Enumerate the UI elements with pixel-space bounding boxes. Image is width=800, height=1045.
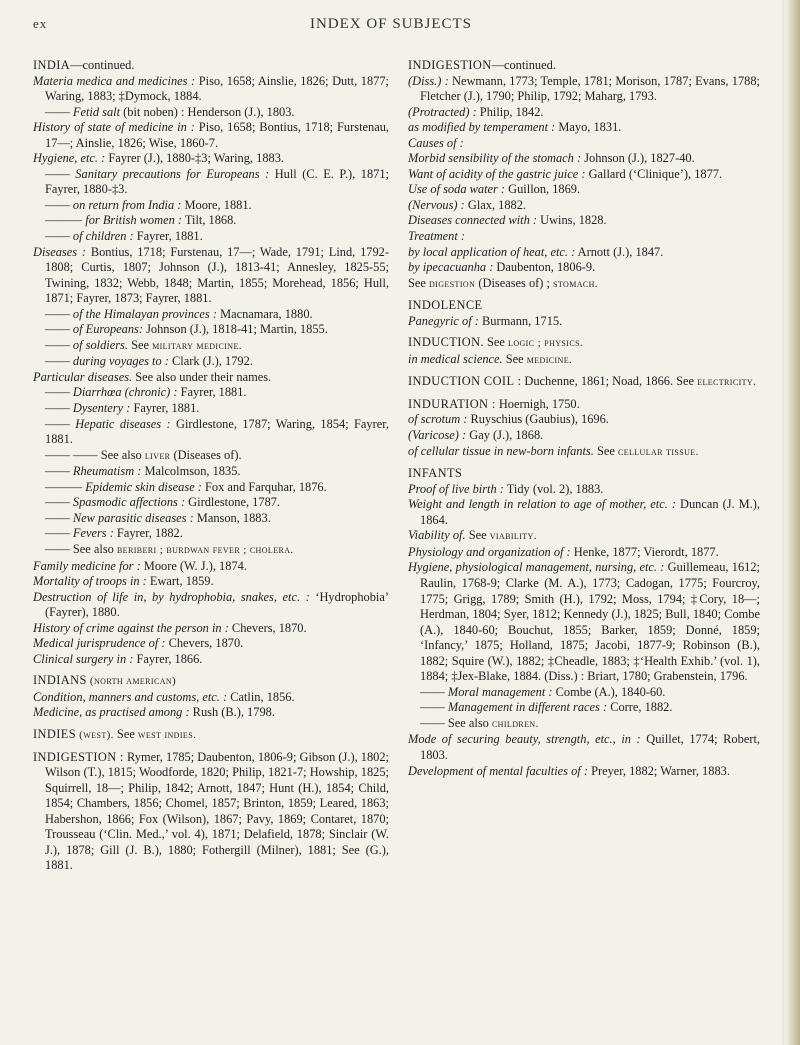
entry-topic: (Diss.) : bbox=[408, 73, 449, 88]
entry-topic: Use of soda water : bbox=[408, 182, 506, 197]
entry-references: Girdlestone, 1787; Waring, 1854; Fayrer, 1881. bbox=[45, 416, 389, 447]
index-entry bbox=[408, 412, 760, 428]
entry-topic: (Protracted) : bbox=[408, 104, 477, 119]
entry-references: Bontius, 1718; Furstenau, 17—; Wade, 1791; Lind, 1792-1808; Curtis, 1807; Johnson (J.), 1813-41; Annesley, 1825-55; Twining, 1832; Webb, 1848; Martin, 1855; Morehead, 1856; Hull, 1871; Fayrer, 1873; Fayrer, 1881. bbox=[45, 244, 389, 306]
index-entry bbox=[33, 245, 389, 307]
entry-references: Burmann, 1715. bbox=[478, 313, 563, 328]
entry-references: Duncan (J. M.), 1864. bbox=[420, 497, 760, 527]
entry-topic: in medical science. bbox=[408, 351, 503, 366]
index-subentry bbox=[45, 105, 389, 121]
entry-topic: Moral management : bbox=[447, 684, 553, 699]
entry-references: See bbox=[593, 443, 618, 458]
entry-references: See also bbox=[72, 541, 117, 556]
entry-references: See bbox=[127, 337, 153, 352]
entry-references: See also bbox=[100, 447, 145, 462]
entry-topic: History of crime against the person in : bbox=[33, 620, 229, 635]
headword: INDURATION : bbox=[408, 396, 496, 411]
page-header bbox=[0, 16, 782, 36]
index-heading-entry bbox=[33, 727, 389, 744]
entry-dash: —— bbox=[45, 541, 73, 556]
cross-reference: children. bbox=[491, 717, 539, 730]
index-heading-entry bbox=[408, 397, 760, 413]
cross-reference: medicine. bbox=[526, 353, 573, 366]
entry-topic: of soldiers. bbox=[72, 337, 128, 352]
entry-references: See bbox=[483, 335, 509, 350]
index-entry bbox=[408, 560, 760, 684]
cross-reference: cellular tissue. bbox=[617, 445, 699, 458]
entry-references: Guillon, 1869. bbox=[505, 182, 581, 197]
entry-references: Piso, 1658; Bontius, 1718; Furstenau, 17—; Ainslie, 1826; Wise, 1860-7. bbox=[45, 120, 389, 150]
entry-references: Daubenton, 1806-9. bbox=[493, 260, 596, 275]
entry-references: See bbox=[502, 351, 527, 366]
entry-topic: by local application of heat, etc. : bbox=[408, 244, 576, 259]
index-entry bbox=[408, 182, 760, 198]
entry-references: Guillemeau, 1612; Raulin, 1768-9; Clarke (M. A.), 1773; Cadogan, 1775; Fourcroy, 1775; Grigg, 1789; Smith (H.), 1792; Moss, 1794; ‡Cory, 18—; Herdman, 1804; Syer, 1812; Kennedy (J.), 1825; Bull, 1840; Combe (A.), 1840-60; Bouchut, 1855; Barker, 1859; Donné, 1859; ‘Infancy,’ 1875; Holland, 1875; Jacobi, 1877-9; Robinson (B.), 1882; Squire (W.), 1882; ‡Cheadle, 1883; ‡‘Health Exhib.’ (vol. 1), 1884; ‡Jex-Blake, 1884. (Diss.) : Briart, 1780; Grabenstein, 1796. bbox=[420, 560, 760, 684]
entry-topic: History of state of medicine in : bbox=[33, 120, 195, 135]
entry-topic: Want of acidity of the gastric juice : bbox=[408, 166, 586, 181]
entry-topic: Morbid sensibility of the stomach : bbox=[408, 151, 582, 166]
index-entry bbox=[33, 120, 389, 151]
entry-references: Henke, 1877; Vierordt, 1877. bbox=[570, 544, 719, 559]
index-entry bbox=[408, 136, 760, 152]
entry-references: (Diseases of) ; bbox=[475, 275, 554, 290]
entry-dash: —— bbox=[45, 526, 73, 541]
entry-references: Fayrer, 1881. bbox=[177, 385, 247, 400]
entry-topic: Hygiene, physiological management, nursing, etc. : bbox=[408, 560, 665, 575]
entry-topic: of children : bbox=[72, 229, 134, 244]
index-subentry bbox=[45, 385, 389, 401]
entry-references: Gay (J.), 1868. bbox=[466, 428, 544, 443]
entry-topic: Panegyric of : bbox=[408, 313, 479, 328]
entry-references: Moore (W. J.), 1874. bbox=[140, 558, 247, 573]
entry-topic: of cellular tissue in new-born infants. bbox=[408, 443, 594, 458]
headword: INDUCTION COIL : bbox=[408, 374, 522, 389]
cross-reference: stomach. bbox=[553, 277, 598, 290]
entry-topic: Medical jurisprudence of : bbox=[33, 636, 166, 651]
entry-references: —continued. bbox=[491, 58, 556, 72]
entry-topic: Fevers : bbox=[72, 526, 114, 541]
entry-topic: Clinical surgery in : bbox=[33, 651, 134, 666]
entry-references: Rush (B.), 1798. bbox=[189, 705, 275, 720]
entry-dash: —— bbox=[45, 416, 76, 431]
entry-references: Girdlestone, 1787. bbox=[185, 495, 281, 510]
headword: INFANTS bbox=[408, 466, 463, 481]
entry-references: Newmann, 1773; Temple, 1781; Morison, 1787; Evans, 1788; Fletcher (J.), 1790; Philip, 1792; Maharg, 1793. bbox=[420, 73, 760, 104]
headword-qualifier: (west). bbox=[76, 728, 114, 741]
entry-references: Manson, 1883. bbox=[193, 510, 271, 525]
index-entry bbox=[33, 574, 389, 590]
entry-references: Johnson (J.), 1827-40. bbox=[581, 151, 695, 166]
entry-references: Fayrer, 1866. bbox=[133, 651, 203, 666]
entry-references: Ruyschius (Gaubius), 1696. bbox=[467, 412, 609, 427]
entry-topic: Management in different races : bbox=[447, 700, 608, 715]
entry-topic: Condition, manners and customs, etc. : bbox=[33, 689, 228, 704]
entry-topic: on return from India : bbox=[72, 197, 182, 212]
index-subentry bbox=[45, 495, 389, 511]
entry-dash: —— bbox=[45, 510, 73, 525]
entry-topic: Causes of : bbox=[408, 135, 464, 150]
index-subentry bbox=[45, 229, 389, 245]
entry-topic: (Nervous) : bbox=[408, 197, 465, 212]
index-subentry bbox=[45, 511, 389, 527]
headword: INDIGESTION bbox=[408, 58, 492, 72]
entry-topic: by ipecacuanha : bbox=[408, 260, 494, 275]
headword: INDIES bbox=[33, 726, 77, 741]
entry-topic: Materia medica and medicines : bbox=[33, 73, 196, 88]
index-entry bbox=[408, 151, 760, 167]
index-entry bbox=[408, 314, 760, 330]
entry-references: Macnamara, 1880. bbox=[216, 306, 313, 321]
index-entry bbox=[408, 764, 760, 780]
index-heading-entry bbox=[33, 750, 389, 874]
entry-topic: Diarrhœa (chronic) : bbox=[72, 385, 178, 400]
entry-references: Chevers, 1870. bbox=[165, 636, 244, 651]
entry-topic: Family medicine for : bbox=[33, 558, 141, 573]
headword: INDOLENCE bbox=[408, 298, 483, 313]
index-subentry bbox=[45, 322, 389, 338]
entry-references: See bbox=[113, 726, 138, 741]
index-subentry bbox=[45, 401, 389, 417]
entry-references: Combe (A.), 1840-60. bbox=[552, 684, 666, 699]
headword: INDIANS bbox=[33, 673, 87, 688]
index-heading-entry bbox=[33, 673, 389, 690]
index-entry bbox=[408, 213, 760, 229]
entry-dash: —— bbox=[45, 464, 73, 479]
cross-reference: west indies. bbox=[137, 728, 197, 741]
entry-references: Johnson (J.), 1818-41; Martin, 1855. bbox=[142, 322, 328, 337]
index-entry bbox=[33, 652, 389, 668]
entry-references: Gallard (‘Clinique’), 1877. bbox=[585, 166, 723, 181]
entry-references: Piso, 1658; Ainslie, 1826; Dutt, 1877; Waring, 1883; ‡Dymock, 1884. bbox=[45, 73, 389, 104]
cross-reference: logic ; physics. bbox=[508, 337, 584, 350]
entry-dash: ——— bbox=[45, 479, 86, 494]
entry-references: Quillet, 1774; Robert, 1803. bbox=[420, 732, 760, 762]
entry-topic: Mortality of troops in : bbox=[33, 574, 147, 589]
entry-topic: Epidemic skin disease : bbox=[85, 479, 202, 494]
entry-dash: —— bbox=[45, 401, 73, 416]
index-entry bbox=[33, 370, 389, 386]
index-subentry bbox=[45, 417, 389, 448]
entry-dash: —— bbox=[420, 715, 448, 730]
index-entry bbox=[408, 528, 760, 545]
headword-qualifier: (north american) bbox=[86, 675, 177, 688]
entry-topic: Medicine, as practised among : bbox=[33, 705, 190, 720]
cross-reference: liver bbox=[144, 449, 171, 462]
index-subentry bbox=[45, 464, 389, 480]
cross-reference: digestion bbox=[429, 277, 476, 290]
entry-topic: Sanitary precautions for Europeans : bbox=[75, 166, 270, 181]
entry-references: Philip, 1842. bbox=[476, 104, 544, 119]
index-entry bbox=[33, 705, 389, 721]
index-subentry bbox=[420, 716, 760, 733]
entry-topic: of the Himalayan provinces : bbox=[72, 306, 217, 321]
entry-topic: Weight and length in relation to age of mother, etc. : bbox=[408, 497, 676, 512]
index-entry bbox=[408, 276, 760, 293]
entry-dash: —— bbox=[45, 495, 73, 510]
entry-topic: for British women : bbox=[85, 213, 182, 228]
index-entry bbox=[408, 167, 760, 183]
entry-topic: Physiology and organization of : bbox=[408, 544, 571, 559]
index-entry bbox=[408, 732, 760, 763]
entry-references: Hull (C. E. P.), 1871; Fayrer, 1880-‡3. bbox=[45, 166, 389, 197]
entry-topic: Mode of securing beauty, strength, etc., in : bbox=[408, 732, 641, 747]
index-entry bbox=[33, 636, 389, 652]
index-entry bbox=[408, 428, 760, 444]
entry-references: (Diseases of). bbox=[170, 447, 242, 462]
entry-dash: —— bbox=[420, 700, 448, 715]
entry-references: See bbox=[408, 275, 429, 290]
entry-references: Glax, 1882. bbox=[464, 197, 527, 212]
index-entry bbox=[408, 229, 760, 245]
index-entry bbox=[408, 245, 760, 261]
entry-topic: of scrotum : bbox=[408, 412, 468, 427]
index-subentry bbox=[45, 198, 389, 214]
index-heading-entry bbox=[408, 58, 760, 74]
index-entry bbox=[408, 198, 760, 214]
index-subentry bbox=[420, 685, 760, 701]
index-subentry bbox=[45, 480, 389, 496]
index-entry bbox=[408, 545, 760, 561]
entry-topic: Diseases connected with : bbox=[408, 213, 538, 228]
entry-topic: Hygiene, etc. : bbox=[33, 151, 106, 166]
index-entry bbox=[33, 590, 389, 621]
right-column bbox=[408, 58, 760, 779]
page-edge bbox=[782, 0, 800, 1045]
index-subentry bbox=[45, 307, 389, 323]
index-subentry bbox=[45, 354, 389, 370]
entry-references: Mayo, 1831. bbox=[555, 120, 622, 135]
entry-topic: Hepatic diseases : bbox=[75, 416, 171, 431]
index-entry bbox=[33, 690, 389, 706]
entry-dash: —— bbox=[45, 337, 73, 352]
entry-topic: Proof of live birth : bbox=[408, 481, 504, 496]
entry-references: Fayrer, 1882. bbox=[113, 526, 183, 541]
entry-references: Fayrer (J.), 1880-‡3; Waring, 1883. bbox=[105, 151, 284, 166]
index-entry bbox=[408, 105, 760, 121]
entry-topic: New parasitic diseases : bbox=[72, 510, 194, 525]
entry-dash: —— bbox=[45, 104, 73, 119]
entry-topic: Treatment : bbox=[408, 229, 466, 244]
entry-topic: Diseases : bbox=[33, 244, 86, 259]
index-entry bbox=[408, 482, 760, 498]
entry-references: Moore, 1881. bbox=[181, 197, 252, 212]
index-heading-entry bbox=[408, 466, 760, 482]
page-number: ex bbox=[33, 16, 48, 31]
entry-topic: Rheumatism : bbox=[72, 464, 142, 479]
entry-dash: —— bbox=[45, 229, 73, 244]
entry-topic: Development of mental faculties of : bbox=[408, 763, 588, 778]
cross-reference: beriberi ; burdwan fever ; cholera. bbox=[116, 543, 294, 556]
entry-references: Corre, 1882. bbox=[607, 700, 673, 715]
running-title: INDEX OF SUBJECTS bbox=[309, 16, 473, 32]
entry-topic: Viability of. bbox=[408, 528, 466, 543]
entry-dash: —— bbox=[45, 306, 73, 321]
entry-topic: of Europeans: bbox=[72, 322, 143, 337]
entry-references: Fayrer, 1881. bbox=[130, 401, 200, 416]
entry-references: Arnott (J.), 1847. bbox=[575, 244, 664, 259]
entry-references: Ewart, 1859. bbox=[146, 574, 214, 589]
entry-references: ‘Hydrophobia’ (Fayrer), 1880. bbox=[45, 589, 389, 620]
entry-references: Chevers, 1870. bbox=[228, 620, 307, 635]
entry-references: Tilt, 1868. bbox=[182, 213, 237, 228]
index-entry bbox=[408, 352, 760, 369]
entry-topic: as modified by temperament : bbox=[408, 120, 556, 135]
entry-topic: (Varicose) : bbox=[408, 428, 467, 443]
index-entry bbox=[33, 621, 389, 637]
entry-dash: —— bbox=[45, 197, 73, 212]
entry-references: Rymer, 1785; Daubenton, 1806-9; Gibson (J.), 1802; Wilson (T.), 1815; Woodforde, 1820; Philip, 1821-7; Howship, 1825; Squirrell, 18—; Philip, 1842; Arnott, 1847; Hunt (H.), 1854; Child, 1854; Chambers, 1856; Chomel, 1857; Brinton, 1859; Leared, 1863; Habershon, 1866; Fox (Wilson), 1867; Pavy, 1869; Contaret, 1870; Trousseau (‘Clin. Med.,’ vol. 4), 1871; Delafield, 1878; Sinclair (W. J.), 1878; Gill (J. B.), 1880; Fothergill (Milner), 1881; See (G.), 1881. bbox=[45, 749, 389, 873]
index-heading-entry bbox=[408, 374, 760, 391]
entry-references: Fayrer, 1881. bbox=[133, 229, 203, 244]
entry-references: Fox and Farquhar, 1876. bbox=[201, 479, 327, 494]
entry-references: Clark (J.), 1792. bbox=[168, 354, 253, 369]
entry-topic: Particular diseases. bbox=[33, 369, 133, 384]
cross-reference: electricity. bbox=[697, 376, 757, 389]
index-subentry bbox=[45, 526, 389, 542]
index-subentry bbox=[45, 167, 389, 198]
entry-topic: Fetid salt bbox=[72, 104, 121, 119]
entry-references: See bbox=[465, 528, 490, 543]
index-subentry bbox=[45, 542, 389, 559]
entry-topic: Spasmodic affections : bbox=[72, 495, 186, 510]
index-entry bbox=[408, 120, 760, 136]
entry-dash: —— bbox=[420, 684, 448, 699]
entry-dash: —— —— bbox=[45, 447, 101, 462]
entry-references: Uwins, 1828. bbox=[537, 213, 607, 228]
entry-references: Preyer, 1882; Warner, 1883. bbox=[587, 763, 730, 778]
index-entry bbox=[33, 559, 389, 575]
headword: INDIA bbox=[33, 58, 71, 72]
index-entry bbox=[408, 497, 760, 528]
index-subentry bbox=[420, 700, 760, 716]
entry-references: See also bbox=[447, 715, 492, 730]
index-entry bbox=[408, 444, 760, 461]
entry-dash: —— bbox=[45, 385, 73, 400]
entry-references: Duchenne, 1861; Noad, 1866. See bbox=[521, 374, 698, 389]
entry-dash: ——— bbox=[45, 213, 86, 228]
index-subentry bbox=[45, 213, 389, 229]
entry-references: Hoernigh, 1750. bbox=[495, 396, 580, 411]
entry-references: See also under their names. bbox=[132, 369, 272, 384]
index-entry bbox=[408, 74, 760, 105]
index-heading-entry bbox=[33, 58, 389, 74]
cross-reference: viability. bbox=[489, 530, 537, 543]
headword: INDIGESTION : bbox=[33, 749, 124, 764]
entry-references: Catlin, 1856. bbox=[227, 689, 295, 704]
entry-references: Malcolmson, 1835. bbox=[141, 464, 241, 479]
entry-topic: during voyages to : bbox=[72, 354, 169, 369]
entry-references: (bit noben) : Henderson (J.), 1803. bbox=[120, 104, 295, 119]
cross-reference: military medicine. bbox=[152, 339, 242, 352]
entry-topic: Dysentery : bbox=[72, 401, 131, 416]
index-heading-entry bbox=[408, 335, 760, 352]
entry-dash: —— bbox=[45, 322, 73, 337]
entry-dash: —— bbox=[45, 166, 76, 181]
entry-topic: Destruction of life in, by hydrophobia, snakes, etc. : bbox=[33, 589, 310, 604]
entry-dash: —— bbox=[45, 354, 73, 369]
index-entry bbox=[33, 151, 389, 167]
index-entry bbox=[33, 74, 389, 105]
index-heading-entry bbox=[408, 298, 760, 314]
headword: INDUCTION. bbox=[408, 335, 484, 350]
index-subentry bbox=[45, 448, 389, 465]
left-column bbox=[33, 58, 389, 874]
index-entry bbox=[408, 260, 760, 276]
entry-references: Tidy (vol. 2), 1883. bbox=[503, 481, 604, 496]
entry-references: —continued. bbox=[70, 58, 135, 72]
index-subentry bbox=[45, 338, 389, 355]
